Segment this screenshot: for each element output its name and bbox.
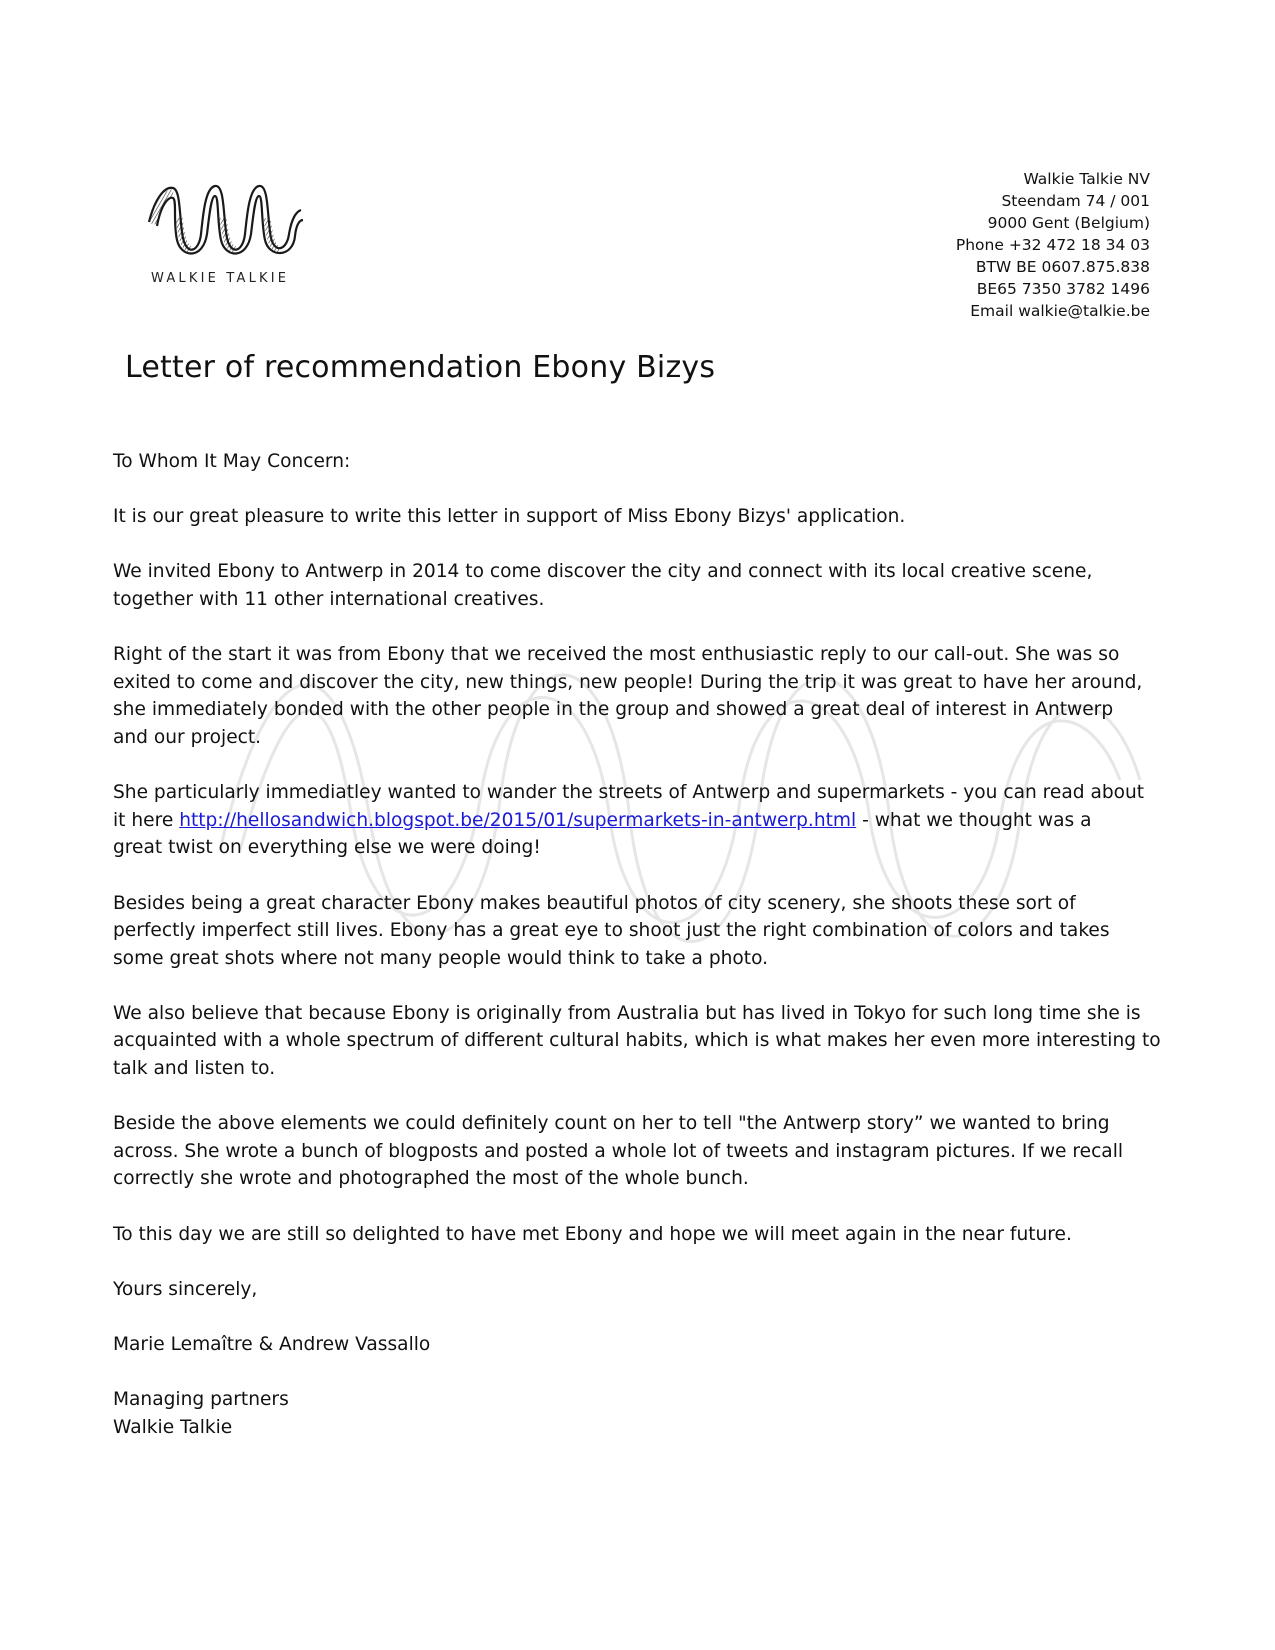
- paragraph-1: It is our great pleasure to write this letter in support of Miss Ebony Bizys' application.: [113, 506, 906, 528]
- paragraph-6-line: talk and listen to.: [113, 1058, 276, 1080]
- paragraph-4: [113, 779, 1158, 862]
- paragraph-7-line: across. She wrote a bunch of blogposts and posted a whole lot of tweets and instagram pictures. If we recall: [113, 1140, 1124, 1162]
- paragraph-2-line: We invited Ebony to Antwerp in 2014 to come discover the city and connect with its local creative scene,: [113, 561, 1093, 583]
- paragraph-4-link-prefix: it here: [113, 809, 180, 831]
- closing: Yours sincerely,: [113, 1278, 258, 1300]
- paragraph-5-line: some great shots where not many people would think to take a photo.: [113, 947, 769, 969]
- address-iban: BE65 7350 3782 1496: [976, 280, 1150, 298]
- address-city: 9000 Gent (Belgium): [987, 214, 1150, 232]
- address-company-name: Walkie Talkie NV: [1023, 170, 1150, 188]
- paragraph-3: [113, 641, 1158, 751]
- paragraph-3-line: Right of the start it was from Ebony that we received the most enthusiastic reply to our call-out. She was so: [113, 644, 1120, 666]
- letter-body: [113, 448, 1161, 1441]
- paragraph-4-line: [113, 807, 1158, 835]
- signatory-role: Managing partners: [113, 1389, 289, 1411]
- signatory-organization: Walkie Talkie: [113, 1416, 233, 1438]
- paragraph-3-line: and our project.: [113, 726, 262, 748]
- paragraph-8: To this day we are still so delighted to have met Ebony and hope we will meet again in the near future.: [113, 1223, 1072, 1245]
- paragraph-2-line: together with 11 other international creatives.: [113, 588, 545, 610]
- paragraph-5-line: Besides being a great character Ebony makes beautiful photos of city scenery, she shoots these sort of: [113, 892, 1076, 914]
- paragraph-6-line: We also believe that because Ebony is originally from Australia but has lived in Tokyo for such long time she is: [113, 1002, 1141, 1024]
- paragraph-7: [113, 1110, 1158, 1193]
- address-phone: Phone +32 472 18 34 03: [955, 236, 1150, 254]
- company-address: [750, 168, 1150, 322]
- paragraph-3-line: she immediately bonded with the other people in the group and showed a great deal of interest in Antwerp: [113, 699, 1114, 721]
- logo-wordmark: WALKIE TALKIE: [151, 271, 290, 286]
- paragraph-6: [113, 1000, 1161, 1083]
- paragraph-4-line: great twist on everything else we were doing!: [113, 837, 541, 859]
- signature-block: [113, 1276, 1158, 1442]
- paragraph-5: [113, 890, 1158, 973]
- address-vat: BTW BE 0607.875.838: [975, 258, 1150, 276]
- signatories: Marie Lemaître & Andrew Vassallo: [113, 1334, 431, 1355]
- company-logo: [143, 178, 313, 288]
- paragraph-4-line: She particularly immediatley wanted to wander the streets of Antwerp and supermarkets - you can read about: [113, 782, 1145, 804]
- paragraph-7-line: correctly she wrote and photographed the most of the whole bunch.: [113, 1168, 749, 1190]
- salutation: To Whom It May Concern:: [113, 451, 351, 472]
- paragraph-5-line: perfectly imperfect still lives. Ebony has a great eye to shoot just the right combination of colors and takes: [113, 920, 1110, 942]
- blog-link[interactable]: http://hellosandwich.blogspot.be/2015/01/supermarkets-in-antwerp.html: [179, 809, 857, 831]
- address-street: Steendam 74 / 001: [1001, 192, 1150, 210]
- address-email: Email walkie@talkie.be: [970, 302, 1150, 320]
- paragraph-2: [113, 558, 1158, 613]
- paragraph-7-line: Beside the above elements we could definitely count on her to tell "the Antwerp story” we wanted to bring: [113, 1113, 1110, 1135]
- paragraph-6-line: acquainted with a whole spectrum of different cultural habits, which is what makes her even more interesting to: [113, 1030, 1161, 1052]
- letter-title: Letter of recommendation Ebony Bizys: [125, 350, 716, 385]
- walkie-talkie-logo-icon: [143, 178, 308, 258]
- paragraph-3-line: exited to come and discover the city, new things, new people! During the trip it was great to have her around,: [113, 671, 1143, 693]
- paragraph-4-link-suffix: - what we thought was a: [856, 809, 1092, 831]
